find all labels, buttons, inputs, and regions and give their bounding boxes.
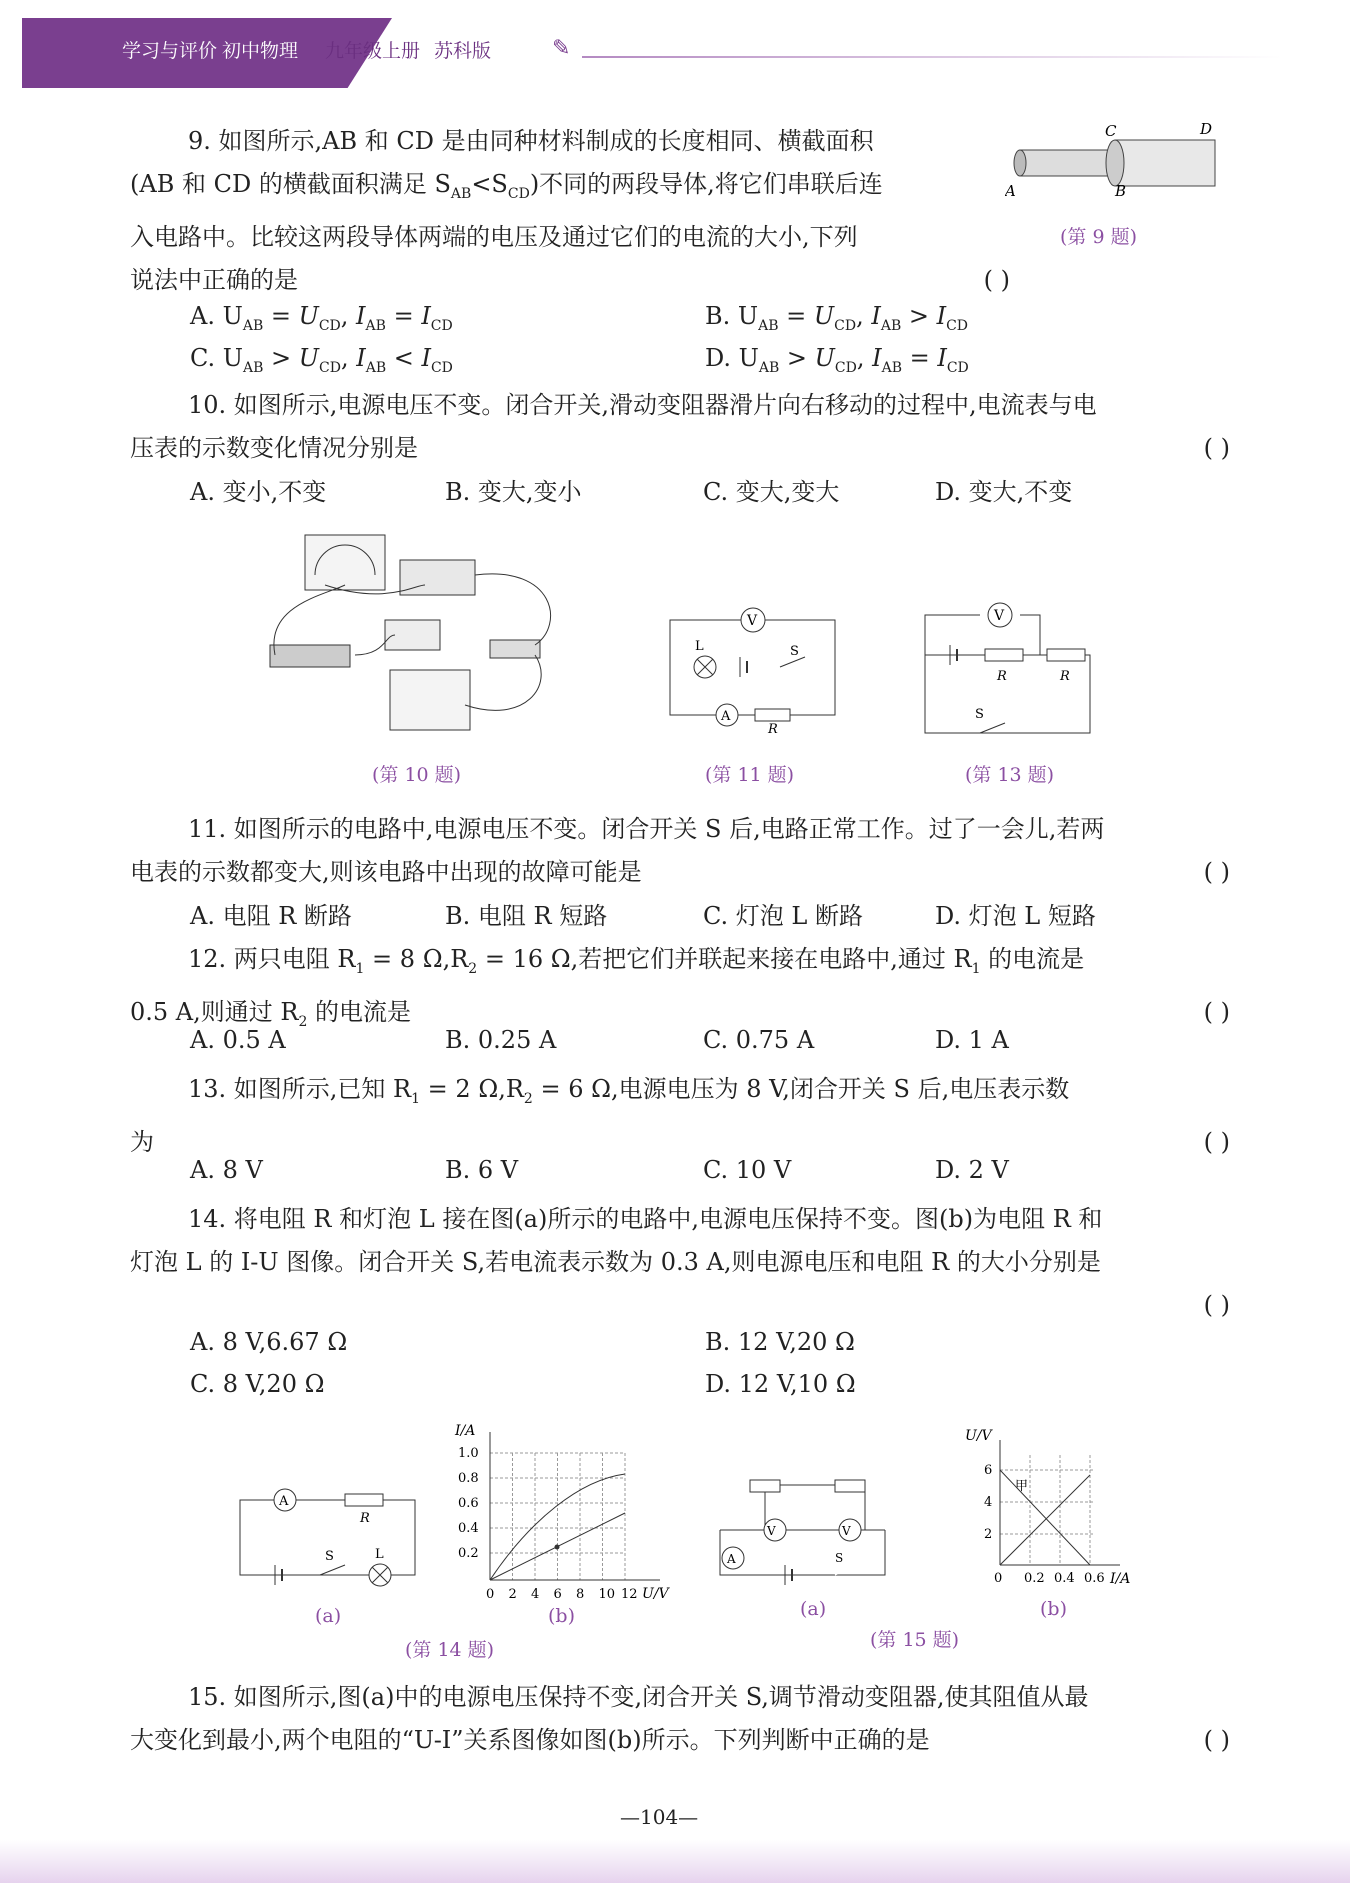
svg-text:R: R (768, 722, 778, 735)
svg-text:V: V (994, 608, 1005, 624)
series-label-jia: 甲 (1015, 1479, 1029, 1494)
header-series: 学习与评价 (122, 40, 218, 62)
q15-answer-paren: ( ) (1203, 1726, 1230, 1754)
voltmeter-device (390, 670, 470, 730)
q13-circuit (925, 655, 1090, 733)
svg-text:V: V (767, 1524, 776, 1538)
q9-option-b: B. $U_{AB} = U_{CD}$, $I_{AB} > I_{CD}$ (705, 302, 969, 334)
q14-option-d: D. 12 V,10 Ω (705, 1370, 856, 1398)
q9-line4: 说法中正确的是 (130, 265, 298, 294)
conductor-ab-end (1014, 150, 1026, 176)
q10-option-a: A. 变小,不变 (190, 478, 327, 506)
q15-line2: 大变化到最小,两个电阻的“U-I”关系图像如图(b)所示。下列判断中正确的是 (130, 1726, 930, 1754)
y-tick-label: 0.4 (458, 1521, 479, 1536)
y-tick-label: 0.6 (458, 1496, 479, 1511)
q15a-caption: (a) (800, 1598, 827, 1620)
q11-option-d: D. 灯泡 L 短路 (935, 902, 1096, 930)
x-tick-label: 2 (508, 1587, 517, 1602)
svg-text:L: L (695, 639, 704, 654)
q12-option-c: C. 0.75 A (703, 1026, 815, 1054)
q10-line1: 10. 如图所示,电源电压不变。闭合开关,滑动变阻器滑片向右移动的过程中,电流表与电 (188, 391, 1097, 419)
x-tick-label: 0 (486, 1587, 495, 1602)
q14b-caption: (b) (548, 1605, 575, 1627)
label-c: C (1105, 122, 1117, 140)
question-11 (130, 808, 1230, 894)
q14a-caption: (a) (315, 1605, 342, 1627)
q10-figure (265, 525, 575, 745)
q15a-figure (715, 1470, 915, 1590)
q9-answer-paren: ( ) (983, 265, 1010, 294)
q9-option-a: A. $U_{AB} = U_{CD}$, $I_{AB} = I_{CD}$ (190, 302, 453, 334)
x-tick-label: 4 (531, 1587, 540, 1602)
header-subject: 初中物理 (222, 40, 299, 62)
q14-option-a: A. 8 V,6.67 Ω (190, 1328, 348, 1356)
q13-caption: (第 13 题) (965, 764, 1055, 786)
question-14 (130, 1198, 1230, 1327)
line-jia (1000, 1470, 1090, 1565)
y-tick-label: 0.8 (458, 1471, 479, 1486)
q9-line1: 9. 如图所示,AB 和 CD 是由同种材料制成的长度相同、横截面积 (188, 127, 874, 155)
conductor-cd-end (1106, 140, 1124, 186)
y-tick-label: 2 (984, 1527, 993, 1542)
ammeter-device (305, 535, 385, 590)
svg-text:A: A (727, 1552, 736, 1566)
line-yi (1000, 1475, 1090, 1565)
q11-option-c: C. 灯泡 L 断路 (703, 902, 863, 930)
question-9 (130, 120, 1010, 302)
y-tick-label: 6 (984, 1463, 993, 1478)
q11-line2: 电表的示数都变大,则该电路中出现的故障可能是 (130, 858, 642, 886)
q15-line1: 15. 如图所示,图(a)中的电源电压保持不变,闭合开关 S,调节滑动变阻器,使其阻值从最 (188, 1683, 1089, 1711)
x-tick-label: 0.4 (1054, 1571, 1075, 1586)
q12-answer-paren: ( ) (1203, 997, 1230, 1026)
header-line (582, 56, 1282, 58)
svg-text:V: V (747, 613, 758, 629)
svg-text:R: R (1060, 669, 1070, 684)
q10-caption: (第 10 题) (372, 764, 462, 786)
x-tick-label: 10 (598, 1587, 616, 1602)
label-b: B (1115, 182, 1127, 200)
q14a-figure (235, 1480, 425, 1590)
q9-sub-cd: CD (507, 185, 530, 202)
label-d: D (1200, 120, 1213, 138)
x-tick-label: 6 (553, 1587, 562, 1602)
question-12: 12. 两只电阻 $R_1 = 8$ $\Omega,R_2 = 16$ Ω,若把它们并联起来接在电路中,通过 $R_1$ 的电流是 0.5 A,则通过 $R_2$ 的电流是 ( ) (130, 938, 1230, 1044)
q10-option-d: D. 变大,不变 (935, 478, 1073, 506)
svg-text:A: A (279, 1494, 289, 1509)
q14-caption: (第 14 题) (405, 1639, 495, 1661)
battery-device (270, 645, 350, 667)
q11-answer-paren: ( ) (1203, 858, 1230, 886)
conductor-cd (1115, 140, 1215, 186)
resistor-device (490, 640, 540, 658)
q9-line2a: (AB 和 CD 的横截面积满足 S (130, 170, 451, 198)
y-axis-label: I/A (455, 1423, 476, 1439)
page-footer-band (0, 1840, 1350, 1883)
conductor-ab (1020, 150, 1120, 176)
x-axis-label: U/V (642, 1586, 669, 1602)
q10-option-c: C. 变大,变大 (703, 478, 840, 506)
x-tick-label: 0 (994, 1571, 1003, 1586)
rheostat-device (400, 560, 475, 595)
x-tick-label: 0.2 (1024, 1571, 1045, 1586)
svg-text:S: S (975, 707, 984, 722)
q13-option-b: B. 6 V (445, 1156, 519, 1184)
q9-line2c: )不同的两段导体,将它们串联后连 (529, 170, 883, 198)
q14-line2: 灯泡 L 的 I-U 图像。闭合开关 S,若电流表示数为 0.3 A,则电源电压和电阻 R 的大小分别是 (130, 1248, 1101, 1276)
q14-answer-paren: ( ) (1203, 1291, 1230, 1319)
q11-figure (665, 605, 845, 735)
q11-line1: 11. 如图所示的电路中,电源电压不变。闭合开关 S 后,电路正常工作。过了一会儿,若两 (188, 815, 1105, 843)
svg-text:R: R (997, 669, 1007, 684)
question-13: 13. 如图所示,已知 $R_1 = 2$ $\Omega,R_2 = 6$ Ω,电源电压为 8 V,闭合开关 S 后,电压表示数 为 ( ) (130, 1068, 1230, 1164)
y-tick-label: 1.0 (458, 1446, 479, 1461)
q14-line1: 14. 将电阻 R 和灯泡 L 接在图(a)所示的电路中,电源电压保持不变。图(b)为电阻 R 和 (188, 1205, 1103, 1233)
q9-caption: (第 9 题) (1060, 226, 1137, 248)
x-axis-label: I/A (1110, 1571, 1131, 1587)
svg-text:R: R (360, 1511, 370, 1526)
question-10 (130, 384, 1230, 470)
x-tick-label: 8 (576, 1587, 585, 1602)
q11-option-a: A. 电阻 R 断路 (190, 902, 352, 930)
q9-option-d: D. $U_{AB} > U_{CD}$, $I_{AB} = I_{CD}$ (705, 344, 969, 376)
x-tick-label: 0.6 (1084, 1571, 1105, 1586)
q13-option-c: C. 10 V (703, 1156, 792, 1184)
page-number: —104— (620, 1805, 699, 1829)
q13-option-a: A. 8 V (190, 1156, 263, 1184)
q13-answer-paren: ( ) (1203, 1127, 1230, 1156)
q13-figure (920, 600, 1100, 740)
q15b-caption: (b) (1040, 1598, 1067, 1620)
pen-icon: ✎ (552, 36, 571, 61)
question-15 (130, 1676, 1230, 1762)
q10-line2: 压表的示数变化情况分别是 (130, 434, 418, 462)
svg-text:S: S (835, 1551, 844, 1565)
q9-figure (1005, 120, 1225, 200)
svg-text:S: S (325, 1549, 334, 1564)
q14b-chart (450, 1420, 675, 1610)
q9-line2b: <S (471, 170, 508, 198)
q12-option-a: A. 0.5 A (190, 1026, 286, 1054)
header-edition: 苏科版 (434, 40, 492, 62)
q15-caption: (第 15 题) (870, 1629, 960, 1651)
x-tick-label: 12 (621, 1587, 638, 1602)
y-tick-label: 4 (984, 1495, 993, 1510)
q11-option-b: B. 电阻 R 短路 (445, 902, 608, 930)
q14-option-c: C. 8 V,20 Ω (190, 1370, 325, 1398)
q13-option-d: D. 2 V (935, 1156, 1009, 1184)
y-tick-label: 0.2 (458, 1546, 479, 1561)
q9-line3: 入电路中。比较这两段导体两端的电压及通过它们的电流的大小,下列 (130, 222, 858, 251)
q15b-chart (960, 1425, 1135, 1595)
y-axis-label: U/V (965, 1428, 992, 1444)
q10-answer-paren: ( ) (1203, 434, 1230, 462)
q9-sub-ab: AB (450, 185, 472, 202)
svg-text:L: L (375, 1547, 384, 1562)
q14-option-b: B. 12 V,20 Ω (705, 1328, 855, 1356)
svg-text:S: S (790, 644, 799, 659)
q12-option-b: B. 0.25 A (445, 1026, 557, 1054)
q12-option-d: D. 1 A (935, 1026, 1009, 1054)
svg-text:A: A (721, 709, 731, 724)
q11-caption: (第 11 题) (705, 764, 795, 786)
page-header (22, 18, 1332, 88)
q10-option-b: B. 变大,变小 (445, 478, 582, 506)
header-grade: 九年级上册 (325, 40, 421, 62)
label-a: A (1005, 182, 1016, 200)
svg-text:V: V (842, 1524, 851, 1538)
q9-option-c: C. $U_{AB} > U_{CD}$, $I_{AB} < I_{CD}$ (190, 344, 453, 376)
